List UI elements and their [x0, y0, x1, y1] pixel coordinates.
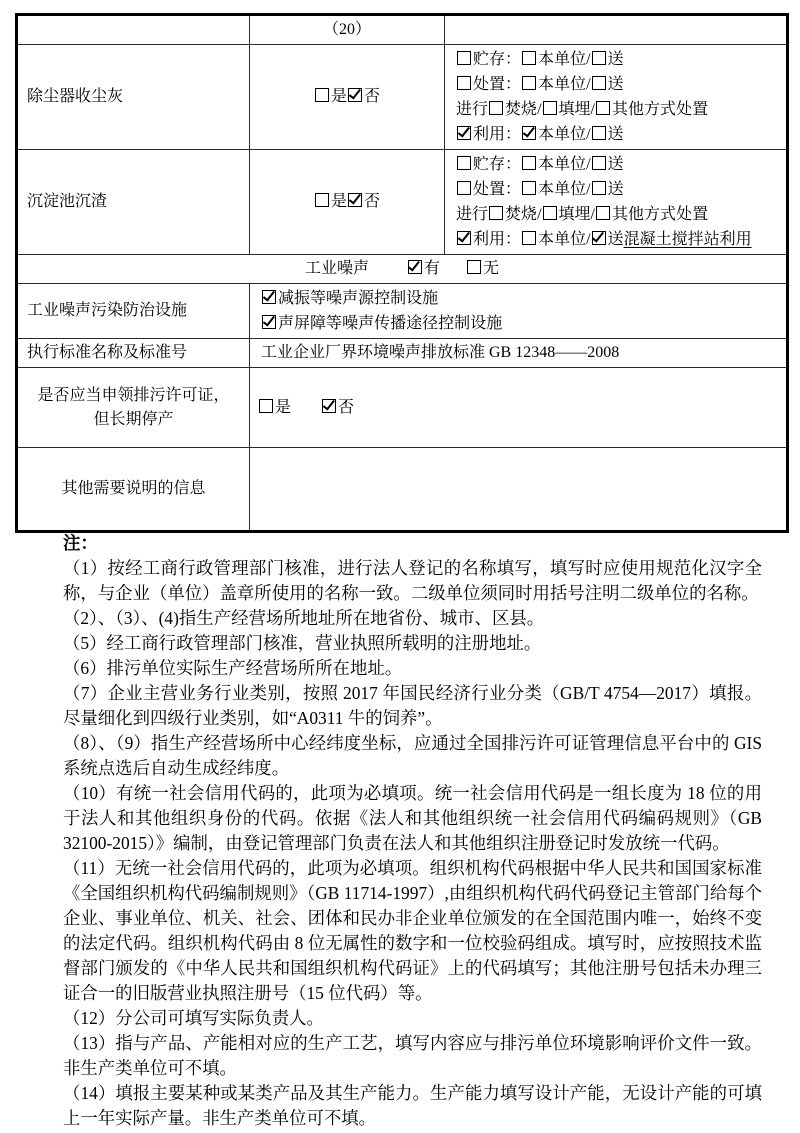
noise-facility-line: 声屏障等噪声传播途径控制设施: [261, 311, 778, 336]
dust-ash-disposal-line: 处置： 本单位/ 送: [456, 72, 778, 97]
carryover-row: [17, 15, 788, 45]
checkbox-unchecked-icon: [489, 101, 503, 115]
dust-ash-disposal-line: 进行 焚烧/ 填埋/ 其他方式处置: [456, 101, 709, 118]
checkbox-unchecked-icon: [467, 260, 481, 274]
noise-banner-title: 工业噪声: [304, 260, 369, 277]
sediment-disposal-cell: [445, 150, 788, 255]
checkbox-checked-icon: [522, 126, 536, 140]
carryover-col1: [17, 15, 250, 45]
noise-banner-row: [17, 255, 788, 284]
other-info-value: [250, 448, 788, 532]
note-item: （10）有统一社会信用代码的，此项为必填项。统一社会信用代码是一组长度为 18 位的用于法人和其他组织身份的代码。依据《法人和其他组织统一社会信用代码编码规则》（GB 32100-2015）》编制，由登记管理部门负责在法人和其他组织注册登记时发放统一代码。: [63, 783, 762, 853]
standard-label: 执行标准名称及标准号: [17, 339, 250, 368]
carryover-col3: [445, 15, 788, 45]
checkbox-unchecked-icon: [457, 156, 471, 170]
checkbox-checked-icon: [262, 290, 276, 304]
checkbox-unchecked-icon: [457, 76, 471, 90]
checkbox-unchecked-icon: [596, 206, 610, 220]
permit-yes-option: 是: [258, 399, 291, 416]
other-info-label: 其他需要说明的信息: [17, 448, 250, 532]
sediment-disposal-line: 处置： 本单位/ 送: [456, 177, 778, 202]
note-item: （12）分公司可填写实际负责人。: [63, 1008, 324, 1028]
note-item: （8）、（9）指生产经营场所中心经纬度坐标，应通过全国排污许可证管理信息平台中的 GIS 系统点选后自动生成经纬度。: [63, 733, 762, 778]
checkbox-unchecked-icon: [522, 231, 536, 245]
notes-heading: 注：: [63, 533, 98, 553]
checkbox-unchecked-icon: [592, 126, 606, 140]
checkbox-checked-icon: [592, 231, 606, 245]
permit-no-option: 否: [321, 399, 354, 416]
note-item: （13）指与产品、产能相对应的生产工艺，填写内容应与排污单位环境影响评价文件一致。非生产类单位可不填。: [63, 1033, 762, 1078]
dust-ash-disposal-cell: [445, 45, 788, 150]
noise-facility-line: 减振等噪声源控制设施: [261, 286, 778, 311]
dust-ash-disposal-line: 利用： 本单位/ 送: [456, 122, 778, 147]
checkbox-unchecked-icon: [522, 51, 536, 65]
checkbox-unchecked-icon: [596, 101, 610, 115]
checkbox-checked-icon: [348, 88, 362, 102]
checkbox-unchecked-icon: [543, 206, 557, 220]
note-item: （7）企业主营业务行业类别，按照 2017 年国民经济行业分类（GB/T 4754—2017）填报。尽量细化到四级行业类别，如“A0311 牛的饲养”。: [63, 683, 762, 728]
dust-ash-yesno: 是 否: [250, 45, 445, 150]
sediment-yesno: 是 否: [250, 150, 445, 255]
checkbox-checked-icon: [457, 231, 471, 245]
noise-none-option: 无: [466, 260, 499, 277]
table-row: [17, 339, 788, 368]
checkbox-unchecked-icon: [592, 51, 606, 65]
checkbox-unchecked-icon: [522, 181, 536, 195]
permit-registration-form-table: [15, 13, 789, 533]
noise-facility-cell: [250, 284, 788, 339]
table-row: [17, 150, 788, 255]
dust-ash-disposal-line: 贮存： 本单位/ 送: [456, 47, 778, 72]
table-row: [17, 45, 788, 150]
checkbox-unchecked-icon: [592, 181, 606, 195]
checkbox-checked-icon: [322, 399, 336, 413]
checkbox-unchecked-icon: [457, 181, 471, 195]
checkbox-unchecked-icon: [489, 206, 503, 220]
checkbox-checked-icon: [408, 260, 422, 274]
sediment-disposal-line-use: [456, 227, 778, 252]
checkbox-unchecked-icon: [592, 76, 606, 90]
permit-shutdown-label: [17, 368, 250, 448]
checkbox-unchecked-icon: [457, 51, 471, 65]
checkbox-checked-icon: [457, 126, 471, 140]
sediment-label: 沉淀池沉渣: [17, 150, 250, 255]
standard-value: 工业企业厂界环境噪声排放标准 GB 12348——2008: [250, 339, 788, 368]
permit-shutdown-label-line1: 是否应当申领排污许可证，: [37, 386, 230, 404]
checkbox-unchecked-icon: [259, 399, 273, 413]
permit-shutdown-label-line2: 但长期停产: [93, 410, 174, 428]
checkbox-unchecked-icon: [592, 156, 606, 170]
checkbox-unchecked-icon: [522, 76, 536, 90]
sediment-disposal-line: 贮存： 本单位/ 送: [456, 152, 778, 177]
table-row: [17, 368, 788, 448]
checkbox-checked-icon: [262, 315, 276, 329]
noise-has-option: 有: [407, 260, 440, 277]
carryover-col2-number: （20）: [250, 15, 445, 45]
dust-ash-label: 除尘器收尘灰: [17, 45, 250, 150]
note-item: （14）填报主要某种或某类产品及其生产能力。生产能力填写设计产能，无设计产能的可填上一年实际产量。非生产类单位可不填。: [63, 1083, 762, 1128]
noise-facility-label: 工业噪声污染防治设施: [17, 284, 250, 339]
sediment-use-destination-underlined: 混凝土搅拌站利用: [623, 231, 752, 248]
permit-shutdown-options: [250, 368, 788, 448]
table-row: [17, 284, 788, 339]
note-item: （11）无统一社会信用代码的，此项为必填项。组织机构代码根据中华人民共和国国家标准《全国组织机构代码编制规则》（GB 11714-1997）,由组织机构代码代码登记主管部门给每个企业、事业单位、机关、社会、团体和民办非企业单位颁发的在全国范围内唯一，始终不变的法定代码。组织机构代码由 8 位无属性的数字和一位校验码组成。填写时，应按照技术监督部门颁发的《中华人民共和国组织机构代码证》上的代码填写；其他注册号包括未办理三证合一的旧版营业执照注册号（15 位代码）等。: [63, 858, 762, 1003]
checkbox-checked-icon: [348, 193, 362, 207]
checkbox-unchecked-icon: [522, 156, 536, 170]
notes-section: [63, 531, 762, 1131]
checkbox-unchecked-icon: [315, 88, 329, 102]
note-item: （5）经工商行政管理部门核准，营业执照所载明的注册地址。: [63, 633, 542, 653]
checkbox-unchecked-icon: [315, 193, 329, 207]
note-item: （6）排污单位实际生产经营场所所在地址。: [63, 658, 403, 678]
note-item: （2）、（3）、(4)指生产经营场所地址所在地省份、城市、区县。: [63, 608, 545, 628]
sediment-use-prefix: 利用： 本单位/ 送: [456, 231, 624, 248]
checkbox-unchecked-icon: [543, 101, 557, 115]
sediment-disposal-line: 进行 焚烧/ 填埋/ 其他方式处置: [456, 206, 709, 223]
note-item: （1）按经工商行政管理部门核准，进行法人登记的名称填写，填写时应使用规范化汉字全称，与企业（单位）盖章所使用的名称一致。二级单位须同时用括号注明二级单位的名称。: [63, 558, 762, 603]
noise-banner-cell: [17, 255, 788, 284]
table-row: [17, 448, 788, 532]
